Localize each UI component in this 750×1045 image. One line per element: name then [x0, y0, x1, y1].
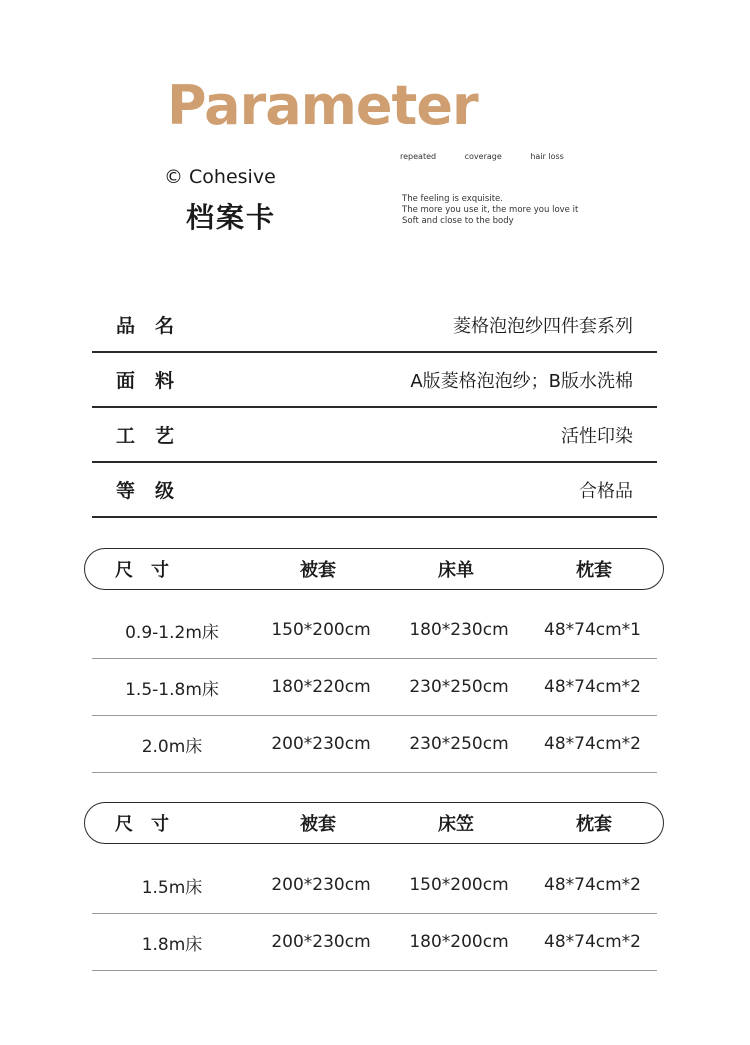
- brand-name: © Cohesive: [164, 166, 276, 188]
- cell-fitted-sheet: 150*200cm: [409, 875, 509, 895]
- table-row: [92, 659, 657, 716]
- cell-duvet: 180*220cm: [271, 677, 371, 697]
- cell-pillow: 48*74cm*2: [544, 875, 641, 895]
- blurb-line: The more you use it, the more you love it: [402, 205, 579, 215]
- cell-size: 1.5m床: [141, 877, 203, 898]
- header-size: 尺寸: [115, 560, 187, 581]
- page-subtitle: 档案卡: [186, 201, 277, 234]
- cell-pillow: 48*74cm*2: [544, 734, 641, 754]
- size-table-1: [92, 602, 657, 773]
- param-key: 面料: [116, 370, 195, 392]
- table-row: [92, 716, 657, 773]
- feature-tags: [400, 152, 590, 161]
- tag-repeated: repeated: [400, 152, 437, 161]
- page-title: Parameter: [167, 74, 478, 137]
- cell-pillow: 48*74cm*2: [544, 932, 641, 952]
- cell-size: 1.5-1.8m床: [125, 679, 219, 700]
- param-value: 合格品: [579, 480, 633, 502]
- cell-pillow: 48*74cm*1: [544, 620, 641, 640]
- cell-pillow: 48*74cm*2: [544, 677, 641, 697]
- param-row-fabric: [92, 353, 657, 408]
- cell-size: 2.0m床: [141, 736, 203, 757]
- cell-sheet: 180*230cm: [409, 620, 509, 640]
- param-row-grade: [92, 463, 657, 518]
- cell-sheet: 230*250cm: [409, 734, 509, 754]
- param-value: 活性印染: [561, 425, 633, 447]
- param-key: 品名: [116, 315, 195, 337]
- header-fitted-sheet: 床笠: [438, 814, 474, 835]
- cell-fitted-sheet: 180*200cm: [409, 932, 509, 952]
- size-table-1-header: [84, 548, 664, 590]
- param-key: 等级: [116, 480, 195, 502]
- table-row: [92, 857, 657, 914]
- cell-duvet: 200*230cm: [271, 734, 371, 754]
- header-duvet-cover: 被套: [300, 560, 336, 581]
- parameter-table: [92, 298, 657, 518]
- table-row: [92, 914, 657, 971]
- header-pillowcase: 枕套: [576, 814, 612, 835]
- header-duvet-cover: 被套: [300, 814, 336, 835]
- param-row-craft: [92, 408, 657, 463]
- cell-size: 1.8m床: [141, 934, 203, 955]
- cell-sheet: 230*250cm: [409, 677, 509, 697]
- cell-duvet: 200*230cm: [271, 875, 371, 895]
- param-key: 工艺: [116, 425, 195, 447]
- tag-coverage: coverage: [464, 152, 502, 161]
- header-pillowcase: 枕套: [576, 560, 612, 581]
- param-value: A版菱格泡泡纱；B版水洗棉: [410, 370, 633, 392]
- blurb-line: Soft and close to the body: [402, 216, 514, 226]
- param-row-name: [92, 298, 657, 353]
- param-value: 菱格泡泡纱四件套系列: [453, 315, 633, 337]
- table-row: [92, 602, 657, 659]
- size-table-2: [92, 857, 657, 971]
- blurb-line: The feeling is exquisite.: [402, 194, 503, 204]
- header-bed-sheet: 床单: [438, 560, 474, 581]
- cell-size: 0.9-1.2m床: [125, 622, 219, 643]
- header-size: 尺寸: [115, 814, 187, 835]
- blurb-text: [402, 194, 578, 227]
- cell-duvet: 150*200cm: [271, 620, 371, 640]
- tag-hair-loss: hair loss: [530, 152, 564, 161]
- size-table-2-header: [84, 802, 664, 844]
- cell-duvet: 200*230cm: [271, 932, 371, 952]
